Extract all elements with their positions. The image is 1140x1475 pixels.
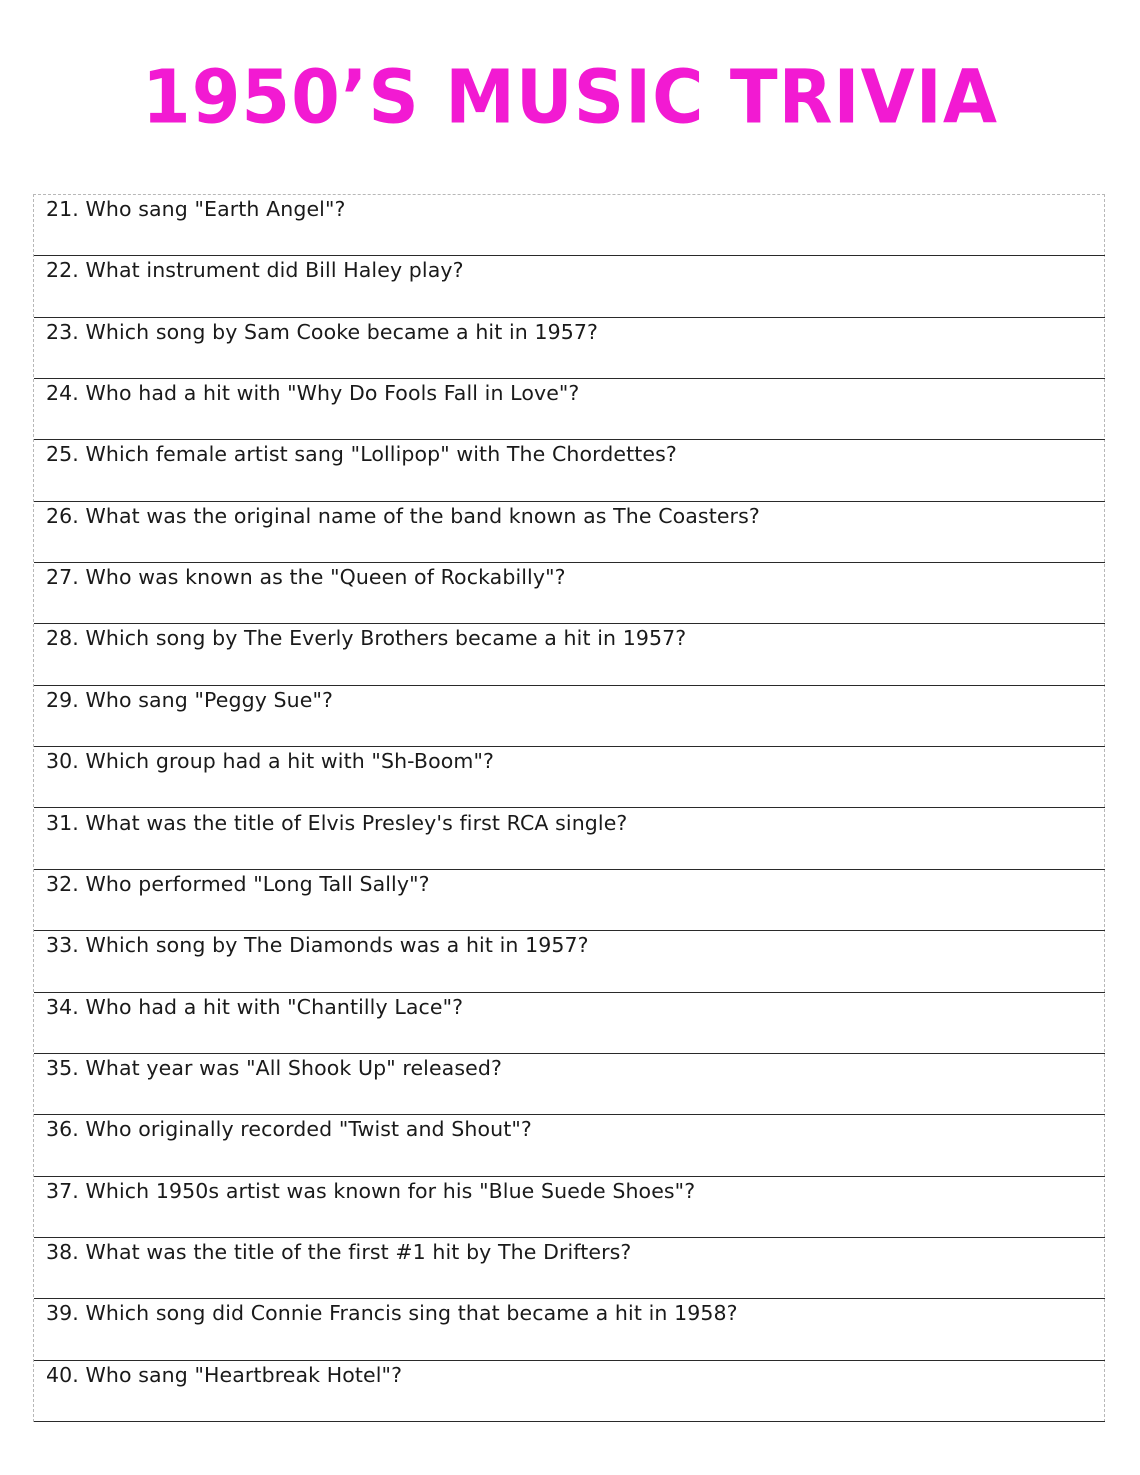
question-row — [34, 993, 1105, 1054]
question-list — [33, 194, 1105, 1422]
question-text: 34. Who had a hit with "Chantilly Lace"? — [46, 994, 464, 1019]
question-text: 27. Who was known as the "Queen of Rockabilly"? — [46, 565, 566, 590]
question-text: 22. What instrument did Bill Haley play? — [46, 258, 464, 283]
question-text: 23. Which song by Sam Cooke became a hit in 1957? — [46, 319, 599, 344]
question-row — [34, 747, 1105, 808]
question-text: 39. Which song did Connie Francis sing that became a hit in 1958? — [46, 1301, 738, 1326]
question-text: 33. Which song by The Diamonds was a hit in 1957? — [46, 933, 589, 958]
question-row — [34, 931, 1105, 992]
question-text: 36. Who originally recorded "Twist and Shout"? — [46, 1117, 532, 1142]
question-text: 30. Which group had a hit with "Sh-Boom"? — [46, 749, 494, 774]
question-row — [34, 318, 1105, 379]
question-row — [34, 1238, 1105, 1299]
question-text: 28. Which song by The Everly Brothers became a hit in 1957? — [46, 626, 687, 651]
question-row — [34, 1115, 1105, 1176]
question-row — [34, 256, 1105, 317]
question-text: 26. What was the original name of the band known as The Coasters? — [46, 503, 760, 528]
question-text: 29. Who sang "Peggy Sue"? — [46, 687, 333, 712]
question-text: 31. What was the title of Elvis Presley's first RCA single? — [46, 810, 628, 835]
question-row — [34, 870, 1105, 931]
question-row — [34, 809, 1105, 870]
question-row — [34, 502, 1105, 563]
question-row — [34, 563, 1105, 624]
page-title: 1950’S MUSIC TRIVIA — [142, 53, 998, 141]
question-text: 40. Who sang "Heartbreak Hotel"? — [46, 1362, 403, 1387]
question-row — [34, 379, 1105, 440]
question-text: 37. Which 1950s artist was known for his "Blue Suede Shoes"? — [46, 1178, 696, 1203]
question-row — [34, 195, 1105, 256]
question-text: 25. Which female artist sang "Lollipop" with The Chordettes? — [46, 442, 677, 467]
question-text: 38. What was the title of the first #1 hit by The Drifters? — [46, 1239, 632, 1264]
question-text: 24. Who had a hit with "Why Do Fools Fall in Love"? — [46, 381, 580, 406]
question-row — [34, 1177, 1105, 1238]
question-row — [34, 1299, 1105, 1360]
question-text: 35. What year was "All Shook Up" released? — [46, 1055, 502, 1080]
question-row — [34, 686, 1105, 747]
question-text: 21. Who sang "Earth Angel"? — [46, 197, 346, 221]
question-row — [34, 440, 1105, 501]
question-row — [34, 624, 1105, 685]
question-row — [34, 1361, 1105, 1422]
question-row — [34, 1054, 1105, 1115]
question-text: 32. Who performed "Long Tall Sally"? — [46, 871, 430, 896]
